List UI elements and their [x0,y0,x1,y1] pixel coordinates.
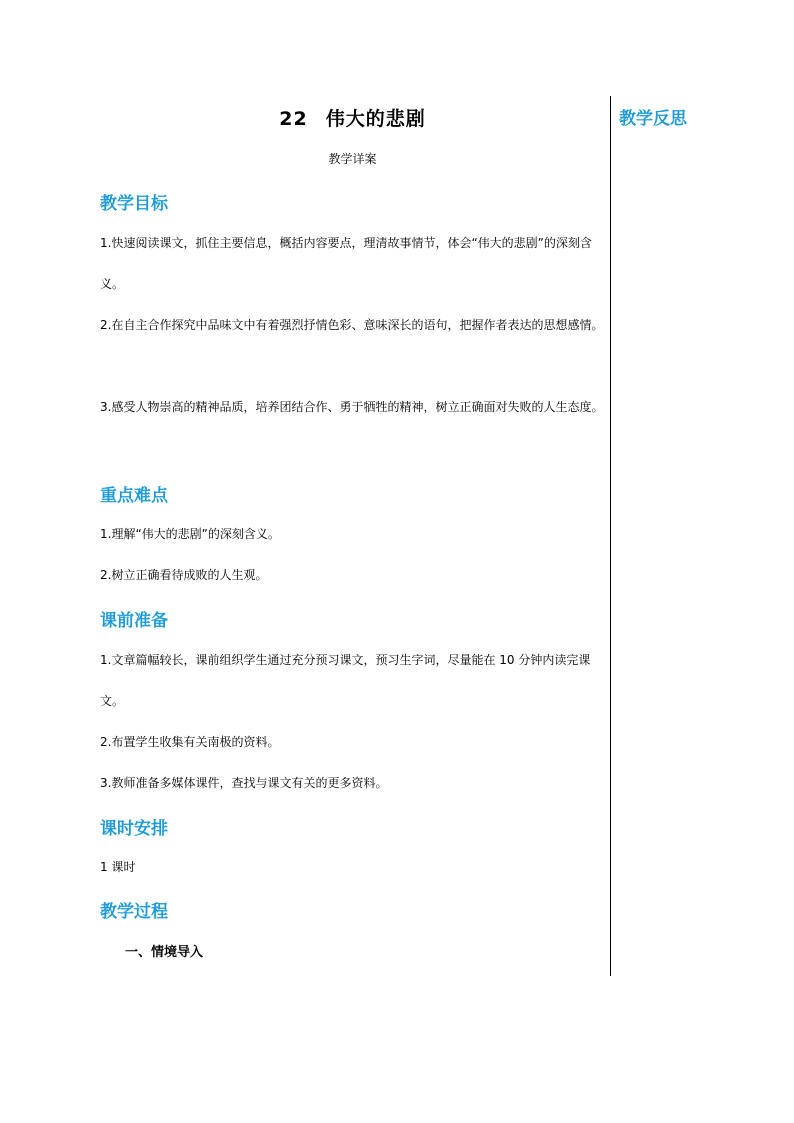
section-heading-schedule: 课时安排 [100,819,168,839]
column-divider [610,96,611,976]
page-title [100,104,605,131]
section-heading-key-points: 重点难点 [100,486,168,506]
sidebar-heading-reflection: 教学反思 [619,109,687,129]
paragraph: 1.文章篇幅较长，课前组织学生通过充分预习课文，预习生字词，尽量能在 10 分钟内读完课文。 [100,653,591,708]
section-heading-process: 教学过程 [100,902,168,922]
paragraph: 3.感受人物崇高的精神品质，培养团结合作、勇于牺牲的精神，树立正确面对失败的人生态度。 [100,400,604,414]
page-subtitle: 教学详案 [328,152,377,166]
paragraph: 2.在自主合作探究中品味文中有着强烈抒情色彩、意味深长的语句，把握作者表达的思想感情。 [100,318,604,332]
lesson-title: 伟大的悲剧 [325,108,426,130]
section-heading-objectives: 教学目标 [100,194,168,214]
paragraph: 1.快速阅读课文，抓住主要信息，概括内容要点，理清故事情节，体会“伟大的悲剧”的深刻含义。 [100,236,592,291]
lesson-number: 22 [279,108,308,130]
process-step-heading: 一、情境导入 [125,945,204,960]
paragraph: 1 课时 [100,860,136,874]
paragraph: 3.教师准备多媒体课件，查找与课文有关的更多资料。 [100,776,388,790]
paragraph: 2.树立正确看待成败的人生观。 [100,568,268,582]
paragraph: 1.理解“伟大的悲剧”的深刻含义。 [100,527,280,541]
section-heading-preparation: 课前准备 [100,611,168,631]
paragraph: 2.布置学生收集有关南极的资料。 [100,735,280,749]
